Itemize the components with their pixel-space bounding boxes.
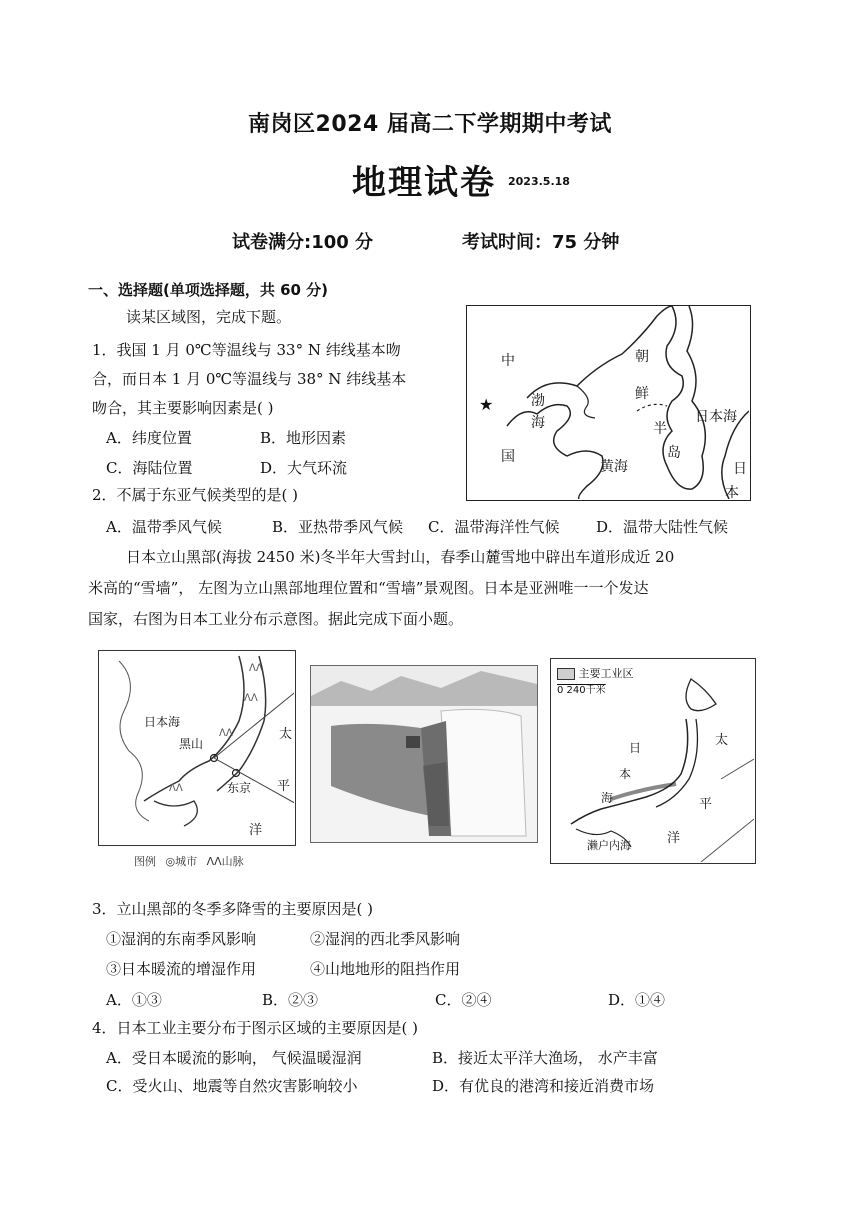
q4-stem: 4．日本工业主要分布于图示区域的主要原因是( ) bbox=[92, 1019, 419, 1037]
map1-label-sea-of-japan: 日本海 bbox=[695, 409, 737, 425]
q4-option-a: A．受日本暖流的影响， 气候温暖湿润 bbox=[106, 1049, 362, 1067]
map1-label-china-1: 中 bbox=[501, 353, 515, 369]
q4-option-d: D．有优良的港湾和接近消费市场 bbox=[432, 1077, 655, 1095]
legend-mountain-icon: ᐱᐱ bbox=[206, 855, 222, 868]
legend-city-icon: ◎ bbox=[165, 855, 176, 868]
map1-label-japan-1: 日 bbox=[733, 461, 747, 477]
region-map bbox=[466, 305, 751, 501]
exam-title: 南岗区2024 届高二下学期期中考试 bbox=[248, 112, 612, 137]
figure-group bbox=[98, 640, 756, 880]
map2-label-pacific-3: 洋 bbox=[249, 823, 263, 838]
map1-label-korea-2: 鲜 bbox=[635, 386, 649, 402]
map3-label-seto: 濑户内海 bbox=[587, 839, 631, 852]
map3-label-sea-2: 本 bbox=[619, 767, 632, 781]
q3-option-d: D．①④ bbox=[608, 991, 666, 1009]
q2-option-a: A．温带季风气候 bbox=[106, 518, 222, 536]
industry-legend-label: 主要工业区 bbox=[578, 667, 634, 680]
q1-option-c: C．海陆位置 bbox=[106, 459, 193, 477]
passage-line2: 米高的“雪墙”， 左图为立山黑部地理位置和“雪墙”景观图。日本是亚洲唯一一个发达 bbox=[88, 579, 649, 597]
q1-option-d: D．大气环流 bbox=[260, 459, 348, 477]
q3-stem: 3．立山黑部的冬季多降雪的主要原因是( ) bbox=[92, 900, 374, 918]
map3-label-sea-1: 日 bbox=[629, 741, 642, 755]
map1-label-bohai-2: 海 bbox=[531, 415, 545, 431]
q1-option-b: B．地形因素 bbox=[260, 429, 347, 447]
mountain-symbol-icon: ᐱᐱ bbox=[169, 783, 183, 794]
section-intro: 读某区域图，完成下题。 bbox=[126, 308, 292, 326]
passage-line3: 国家，右图为日本工业分布示意图。据此完成下面小题。 bbox=[88, 610, 464, 628]
subject-title: 地理试卷 bbox=[352, 163, 496, 203]
map2-label-sea-of-japan: 日本海 bbox=[144, 715, 181, 729]
industry-map-scale: 0 240千米 bbox=[557, 685, 606, 696]
map3-label-pacific-3: 洋 bbox=[667, 831, 681, 846]
q1-option-a: A．纬度位置 bbox=[106, 429, 192, 447]
capital-star-icon: ★ bbox=[479, 395, 494, 414]
exam-date: 2023.5.18 bbox=[508, 175, 570, 188]
q3-option-c: C．②④ bbox=[435, 991, 492, 1009]
q1-line2: 合，而日本 1 月 0℃等温线与 38° N 纬线基本 bbox=[92, 370, 407, 388]
map3-label-sea-3: 海 bbox=[601, 791, 614, 805]
snow-wall-illustration bbox=[311, 666, 537, 842]
map3-label-pacific-2: 平 bbox=[699, 797, 713, 812]
legend-mountain: 山脉 bbox=[221, 855, 244, 868]
q3-option-a: A．①③ bbox=[106, 991, 162, 1009]
q3-item-4: ④山地地形的阻挡作用 bbox=[310, 960, 461, 978]
map1-label-yellow-sea: 黄海 bbox=[600, 459, 628, 475]
map1-label-korea-1: 朝 bbox=[635, 349, 649, 365]
snow-wall-photo bbox=[310, 665, 538, 843]
legend-city: 城市 bbox=[175, 855, 198, 868]
kurobe-location-map bbox=[98, 650, 296, 846]
mountain-symbol-icon: ᐱᐱ bbox=[249, 663, 263, 674]
map3-label-pacific-1: 太 bbox=[715, 733, 729, 748]
industry-legend-swatch-icon bbox=[557, 668, 575, 680]
mountain-symbol-icon: ᐱᐱ bbox=[219, 728, 233, 739]
full-score: 试卷满分:100 分 bbox=[232, 232, 374, 253]
q2-stem: 2．不属于东亚气候类型的是( ) bbox=[92, 486, 299, 504]
section-heading: 一、选择题(单项选择题，共 60 分) bbox=[88, 281, 329, 299]
map1-label-china-2: 国 bbox=[501, 449, 515, 465]
q2-option-b: B．亚热带季风气候 bbox=[272, 518, 404, 536]
map1-label-japan-2: 本 bbox=[725, 485, 739, 501]
q4-option-c: C．受火山、地震等自然灾害影响较小 bbox=[106, 1077, 358, 1095]
map2-label-tokyo: 东京 bbox=[227, 781, 252, 795]
passage-line1: 日本立山黑部(海拔 2450 米)冬半年大雪封山，春季山麓雪地中辟出车道形成近 20 bbox=[126, 548, 675, 566]
q4-option-b: B．接近太平洋大渔场， 水产丰富 bbox=[432, 1049, 658, 1067]
q3-option-b: B．②③ bbox=[262, 991, 319, 1009]
map2-legend bbox=[134, 853, 244, 869]
exam-duration: 考试时间：75 分钟 bbox=[462, 232, 620, 253]
q2-option-d: D．温带大陆性气候 bbox=[596, 518, 729, 536]
map2-label-pacific-1: 太 bbox=[279, 727, 293, 742]
map1-label-korea-3: 半 bbox=[653, 421, 667, 437]
q3-item-2: ②湿润的西北季风影响 bbox=[310, 930, 461, 948]
q1-line3: 吻合，其主要影响因素是( ) bbox=[92, 399, 274, 417]
q3-item-3: ③日本暖流的增湿作用 bbox=[106, 960, 257, 978]
q3-item-1: ①湿润的东南季风影响 bbox=[106, 930, 257, 948]
legend-title: 图例 bbox=[134, 855, 156, 868]
industry-map bbox=[550, 658, 756, 864]
map1-label-bohai-1: 渤 bbox=[531, 393, 545, 409]
q1-line1: 1．我国 1 月 0℃等温线与 33° N 纬线基本吻 bbox=[92, 341, 401, 359]
map1-label-korea-4: 岛 bbox=[667, 445, 681, 461]
industry-legend bbox=[557, 665, 634, 681]
mountain-symbol-icon: ᐱᐱ bbox=[244, 693, 258, 704]
q2-option-c: C．温带海洋性气候 bbox=[428, 518, 560, 536]
map2-label-kurobe: 黑山 bbox=[179, 737, 204, 751]
map2-label-pacific-2: 平 bbox=[277, 779, 291, 794]
